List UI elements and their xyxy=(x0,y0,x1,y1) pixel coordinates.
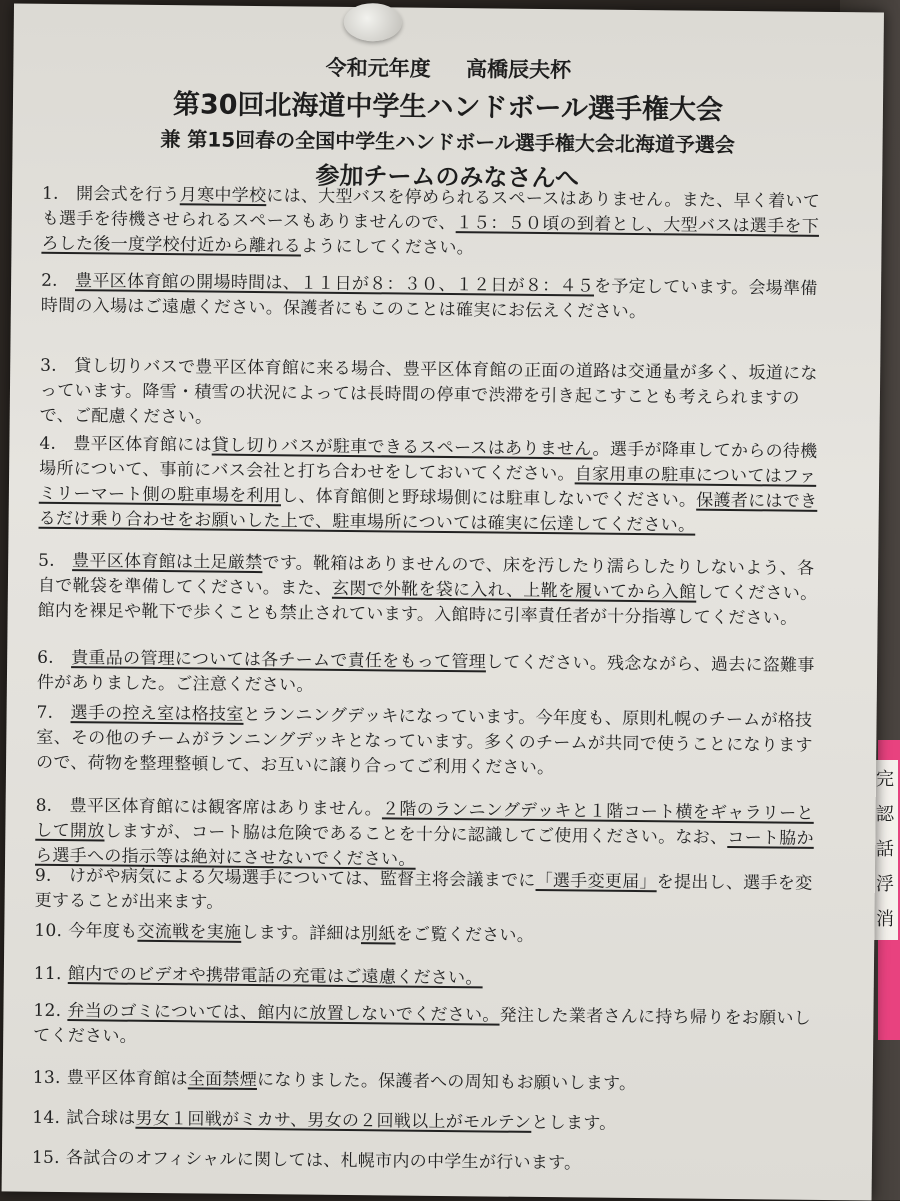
notice-header xyxy=(12,48,883,196)
underlined-text: 交流戦を実施 xyxy=(137,921,242,943)
notice-item-12 xyxy=(33,999,813,1057)
notice-item-14 xyxy=(32,1106,812,1139)
item-text: ようにしてください。 xyxy=(300,236,475,259)
underlined-text: 豊平区体育館の開場時間は、１１日が８：３０、１２日が８：４５ xyxy=(75,271,595,297)
underlined-text: 全面禁煙 xyxy=(187,1069,258,1091)
item-number: 15. xyxy=(31,1147,60,1168)
item-number: 2． xyxy=(41,270,70,292)
header-title: 第30回北海道中学生ハンドボール選手権大会 xyxy=(172,89,724,126)
item-number: 3． xyxy=(40,355,69,377)
underlined-text: 「選手変更届」 xyxy=(535,870,657,893)
header-addressee: 参加チームのみなさんへ xyxy=(315,161,580,193)
notice-item-5 xyxy=(38,549,819,632)
item-text: とします。 xyxy=(531,1112,617,1134)
item-text: けがや病気による欠場選手については、監督主将会議までに xyxy=(68,866,536,891)
notice-item-9 xyxy=(34,864,814,922)
underlined-text: 弁当のゴミについては、館内に放置しないでください。 xyxy=(67,1001,500,1026)
item-text: しますが、コート脇は危険であることを十分に認識してご使用ください。なお、 xyxy=(104,821,728,848)
item-text: とランニングデッキになっています。今年度も、原則札幌のチームが格技室、その他のチームがランニングデッキとなっています。多くのチームが共同で使うことになりますので、荷物を整理整頓して、お互いに譲り合ってご利用ください。 xyxy=(35,704,813,779)
underlined-text: 自家用車の駐車についてはファミリーマート側の駐車場を利用 xyxy=(38,464,817,507)
underlined-text: 選手の控え室は格技室 xyxy=(70,703,244,725)
item-text: 豊平区体育館には観客席はありません。 xyxy=(69,796,383,820)
underlined-text: 玄関で外靴を袋に入れ、上靴を履いてから入館 xyxy=(331,578,697,603)
underlined-text: １５：５０頃の到着とし、大型バスは選手を下ろした後一度学校付近から離れる xyxy=(41,213,820,257)
item-number: 6． xyxy=(37,647,66,669)
item-text: 開会式を行う xyxy=(75,184,180,206)
item-text: 各試合のオフィシャルに関しては、札幌市内の中学生が行います。 xyxy=(65,1148,582,1174)
item-number: 11. xyxy=(33,963,62,984)
notice-item-3 xyxy=(40,354,821,437)
underlined-text: 館内でのビデオや携帯電話の充電はご遠慮ください。 xyxy=(67,964,483,989)
item-text: です。靴箱はありませんので、床を汚したり濡らしたりしないよう、各自で靴袋を準備してください。また、 xyxy=(37,553,815,599)
item-text: には、大型バスを停められるスペースはありません。また、早く着いても選手を待機させられるスペースもありませんので、 xyxy=(41,186,821,234)
notice-item-11 xyxy=(34,962,814,995)
item-text: 発注した業者さんに持ち帰りをお願いしてください。 xyxy=(33,1005,812,1047)
side-paper-char: 浮 xyxy=(872,865,898,905)
underlined-text: 男女１回戦がミカサ、男女の２回戦以上がモルテン xyxy=(135,1108,532,1133)
item-text: をご覧ください。 xyxy=(395,924,535,946)
notice-item-10 xyxy=(34,919,814,952)
underlined-text: 別紙 xyxy=(360,924,396,945)
header-subtitle: 兼 第15回春の全国中学生ハンドボール選手権大会北海道予選会 xyxy=(160,126,735,157)
item-text: 豊平区体育館は xyxy=(66,1068,188,1090)
item-text: 豊平区体育館には xyxy=(73,434,212,456)
item-number: 13. xyxy=(32,1067,61,1088)
notice-item-13 xyxy=(33,1066,813,1099)
underlined-text: 豊平区体育館は土足厳禁 xyxy=(72,551,263,574)
item-number: 5． xyxy=(38,550,67,572)
side-paper-char: 完 xyxy=(872,760,898,800)
item-number: 14. xyxy=(32,1107,61,1128)
underlined-text: 貸し切りバスが駐車できるスペースはありません xyxy=(211,435,593,460)
item-text: になりました。保護者への周知もお願いします。 xyxy=(256,1070,637,1095)
item-text: し、体育館側と野球場側には駐車しないでください。 xyxy=(280,486,697,511)
item-text: 試合球は xyxy=(66,1108,136,1129)
notice-item-2 xyxy=(41,269,821,327)
item-text: を予定しています。会場準備時間の入場はご遠慮ください。保護者にもこのことは確実にお伝えください。 xyxy=(40,276,818,323)
item-text: 今年度も xyxy=(68,921,138,942)
item-text: 。選手が降車してからの待機場所について、事前にバス会社と打ち合わせをしておいてください。 xyxy=(39,439,818,485)
item-number: 7． xyxy=(36,702,66,724)
header-year: 令和元年度 xyxy=(325,55,431,81)
item-number: 9． xyxy=(34,865,64,887)
item-text: を提出し、選手を変更することが出来ます。 xyxy=(34,872,813,913)
notice-item-15 xyxy=(32,1146,812,1179)
item-number: 12. xyxy=(33,1000,62,1021)
notice-item-4 xyxy=(38,432,819,540)
underlined-text: 保護者にはできるだけ乗り合わせをお願いした上で、駐車場所については確実に伝達してください。 xyxy=(38,490,818,536)
notice-sheet xyxy=(2,3,884,1200)
header-cup: 高橋辰夫杯 xyxy=(465,57,572,83)
item-number: 4． xyxy=(39,433,68,455)
item-number: 1． xyxy=(41,183,71,205)
push-pin-icon xyxy=(344,3,402,42)
underlined-text: ２階のランニングデッキと１階コート横をギャラリーとして開放 xyxy=(35,799,814,842)
underlined-text: 月寒中学校 xyxy=(179,185,267,207)
notice-item-1 xyxy=(41,182,822,265)
item-text: してください。館内を裸足や靴下で歩くことも禁止されています。入館時に引率責任者が十分指導してください。 xyxy=(37,582,818,629)
item-text: してください。残念ながら、過去に盗難事件がありました。ご注意ください。 xyxy=(36,652,815,696)
item-number: 8． xyxy=(35,795,65,817)
side-paper-char: 認 xyxy=(872,795,898,835)
item-text: します。詳細は xyxy=(241,922,362,945)
notice-item-6 xyxy=(37,646,817,704)
underlined-text: 貴重品の管理については各チームで責任をもって管理 xyxy=(71,648,487,673)
item-number: 10. xyxy=(34,920,63,942)
notice-item-7 xyxy=(36,701,817,784)
item-text: 貸し切りバスで豊平区体育館に来る場合、豊平区体育館の正面の道路は交通量が多く、坂道になっています。降雪・積雪の状況によっては長時間の停車で渋滞を引き起こすことも考えられますので、ご配慮ください。 xyxy=(39,356,818,428)
side-paper-char: 話 xyxy=(872,830,898,870)
underlined-text: コート脇から選手への指示等は絶対にさせないでください。 xyxy=(34,827,814,870)
side-paper-char: 消 xyxy=(872,900,898,940)
